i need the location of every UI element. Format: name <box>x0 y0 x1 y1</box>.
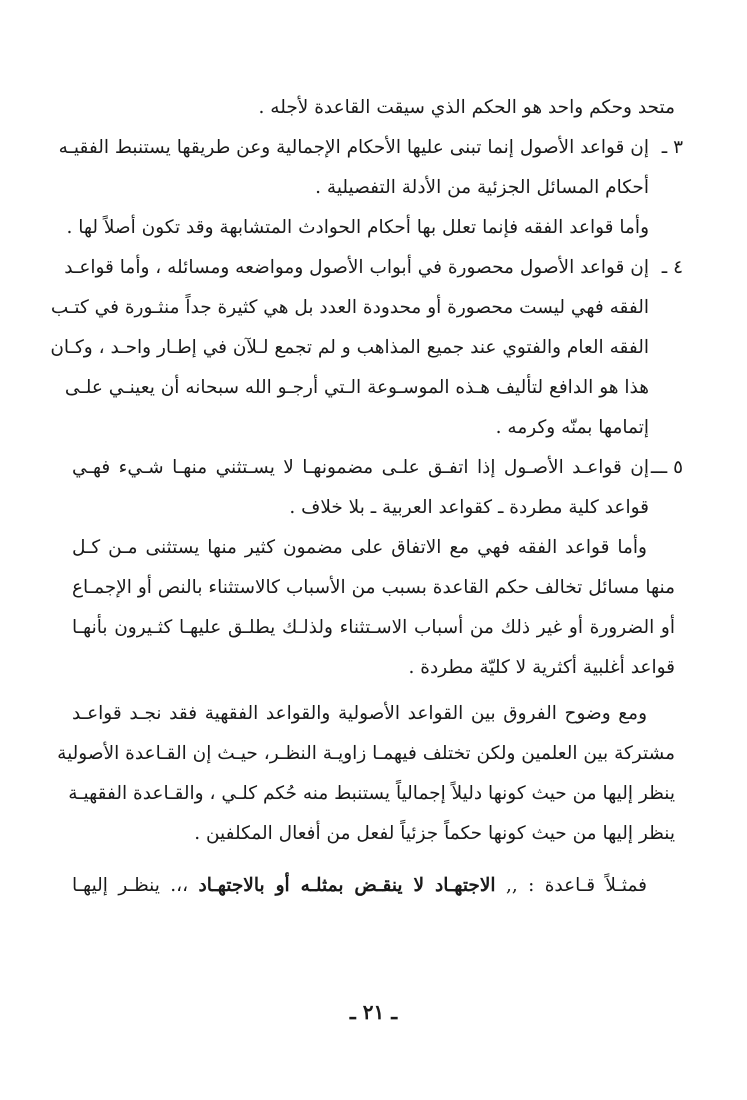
text-line: وأما قواعد الفقه فإنما تعلل بها أحكام الحوادث المتشابهة وقد تكون أصلاً لها . <box>66 217 649 238</box>
text-line: أحكام المسائل الجزئية من الأدلة التفصيلية . <box>315 177 649 198</box>
numbered-item-3 <box>58 128 683 168</box>
text-line: هذا هو الدافع لتأليف هـذه الموسـوعة الـتي أرجـو الله سبحانه أن يعينـي علـى <box>64 377 649 398</box>
paragraph-start: وأما قواعد الفقه فهي مع الاتفاق على مضمون كثير منها يستثنى مـن كـل <box>72 537 647 558</box>
text-line: قواعد أغلبية أكثرية لا كليّة مطردة . <box>408 657 675 678</box>
text-line: منها مسائل تخالف حكم القاعدة بسبب من الأسباب كالاستثناء بالنص أو الإجمـاع <box>72 577 675 598</box>
text-line: متحد وحكم واحد هو الحكم الذي سيقت القاعدة لأجله . <box>258 97 675 118</box>
item-number: ٤ ـ <box>661 257 683 278</box>
text-line: ينظر إليها من حيث كونها حكماً جزئياً لفعل من أفعال المكلفين . <box>194 823 675 844</box>
numbered-item-5 <box>72 448 683 488</box>
text-line: إتمامها بمنّه وكرمه . <box>495 417 649 438</box>
quoted-rule: الاجتهـاد لا ينقـض بمثلـه أو بالاجتهـاد <box>198 875 496 896</box>
item-number: ٥ ـــ <box>650 457 683 478</box>
text-line: إن قواعـد الأصـول إذا اتفـق علـى مضمونهـا لا يسـتثني منهـا شـيء فهـي <box>72 457 649 478</box>
item-number: ٣ ـ <box>661 137 683 158</box>
text-segment: فمثـلاً قـاعدة : ,, <box>505 875 648 896</box>
paragraph-start <box>72 866 675 906</box>
page-body <box>50 88 683 906</box>
text-line: الفقه العام والفتوي عند جميع المذاهب و لم تجمع لـلآن في إطـار واحـد ، وكـان <box>50 337 649 358</box>
text-line: الفقه فهي ليست محصورة أو محدودة العدد بل هي كثيرة جداً منثـورة في كتـب <box>50 297 649 318</box>
text-line: مشتركة بين العلمين ولكن تختلف فيهمـا زاويـة النظـر، حيـث إن القـاعدة الأصولية <box>57 743 675 764</box>
text-line: أو الضرورة أو غير ذلك من أسباب الاسـتثناء ولذلـك يطلـق عليهـا كثـيرون بأنهـا <box>72 617 675 638</box>
numbered-item-4 <box>64 248 683 288</box>
text-line: ينظر إليها من حيث كونها دليلاً إجمالياً يستنبط منه حُكم كلـي ، والقـاعدة الفقهيـة <box>68 783 675 804</box>
text-segment: ،،. ينظـر إليهـا <box>72 875 189 896</box>
text-line: قواعد كلية مطردة ـ كقواعد العربية ـ بلا خلاف . <box>289 497 649 518</box>
paragraph-start: ومع وضوح الفروق بين القواعد الأصولية والقواعد الفقهية فقد نجـد قواعـد <box>72 703 647 724</box>
text-line: إن قواعد الأصول إنما تبنى عليها الأحكام الإجمالية وعن طريقها يستنبط الفقيـه <box>58 137 649 158</box>
text-line: إن قواعد الأصول محصورة في أبواب الأصول ومواضعه ومسائله ، وأما قواعـد <box>64 257 649 278</box>
page-number: ـ ٢١ ـ <box>349 1000 398 1024</box>
